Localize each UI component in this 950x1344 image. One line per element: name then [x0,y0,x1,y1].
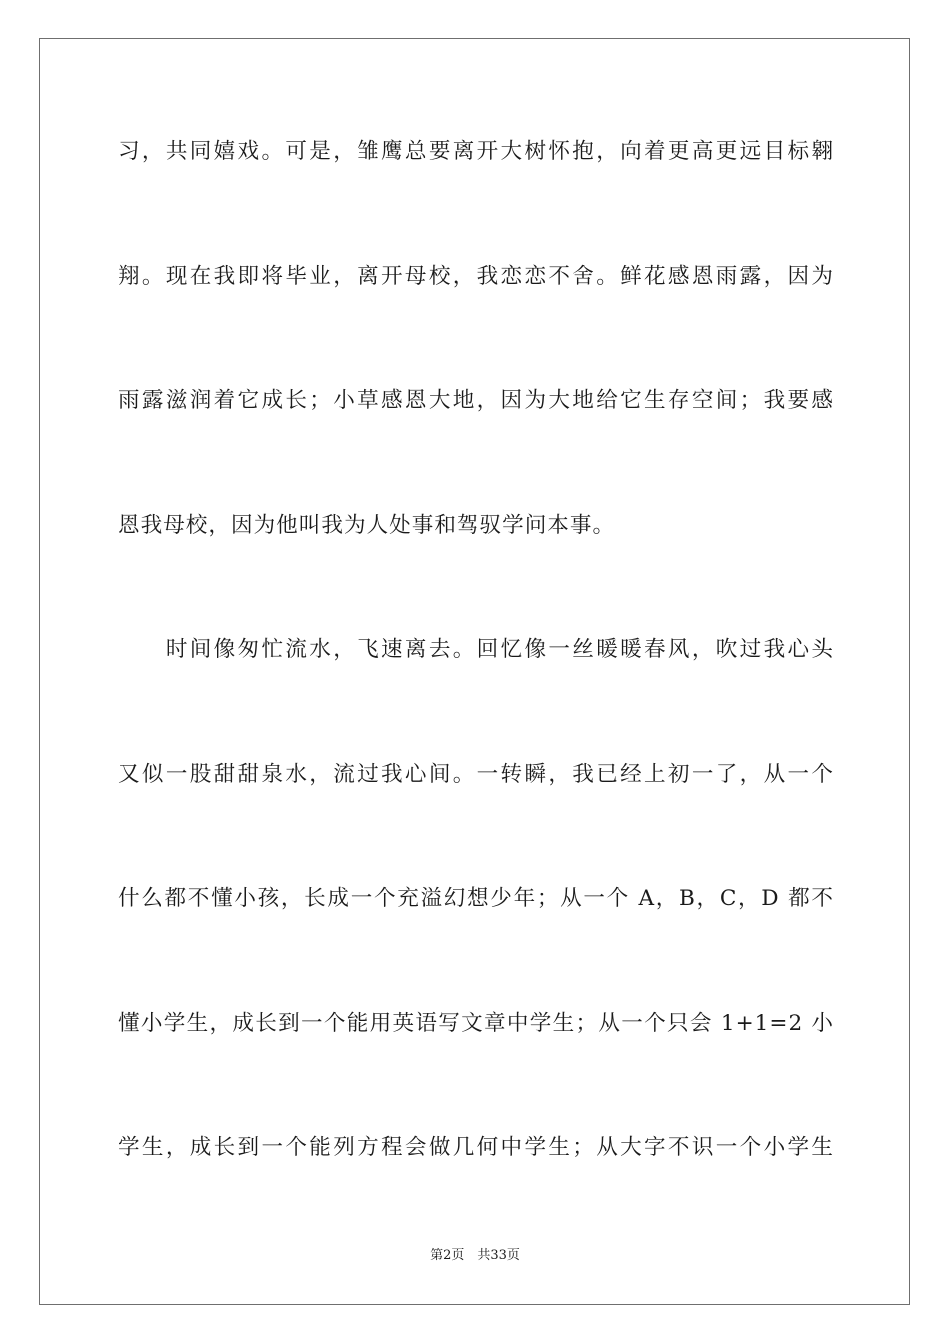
body-text-line: 翔。现在我即将毕业，离开母校，我恋恋不舍。鲜花感恩雨露，因为 [118,264,834,289]
body-text-line: 习，共同嬉戏。可是，雏鹰总要离开大树怀抱，向着更高更远目标翱 [118,139,834,164]
body-text-line: 什么都不懂小孩，长成一个充溢幻想少年；从一个 A，B，C，D 都不 [118,886,834,911]
page-border [39,38,910,1305]
body-text-line: 又似一股甜甜泉水，流过我心间。一转瞬，我已经上初一了，从一个 [118,762,834,787]
body-text-line: 恩我母校，因为他叫我为人处事和驾驭学问本事。 [118,513,616,538]
body-text-line: 学生，成长到一个能列方程会做几何中学生；从大字不识一个小学生 [118,1135,834,1160]
body-text-line: 时间像匆忙流水，飞速离去。回忆像一丝暖暖春风，吹过我心头 [118,637,834,662]
body-text-line: 懂小学生，成长到一个能用英语写文章中学生；从一个只会 1+1=2 小 [118,1011,834,1036]
body-text-line: 雨露滋润着它成长；小草感恩大地，因为大地给它生存空间；我要感 [118,388,834,413]
page-number-footer: 第2页 共33页 [430,1248,520,1263]
